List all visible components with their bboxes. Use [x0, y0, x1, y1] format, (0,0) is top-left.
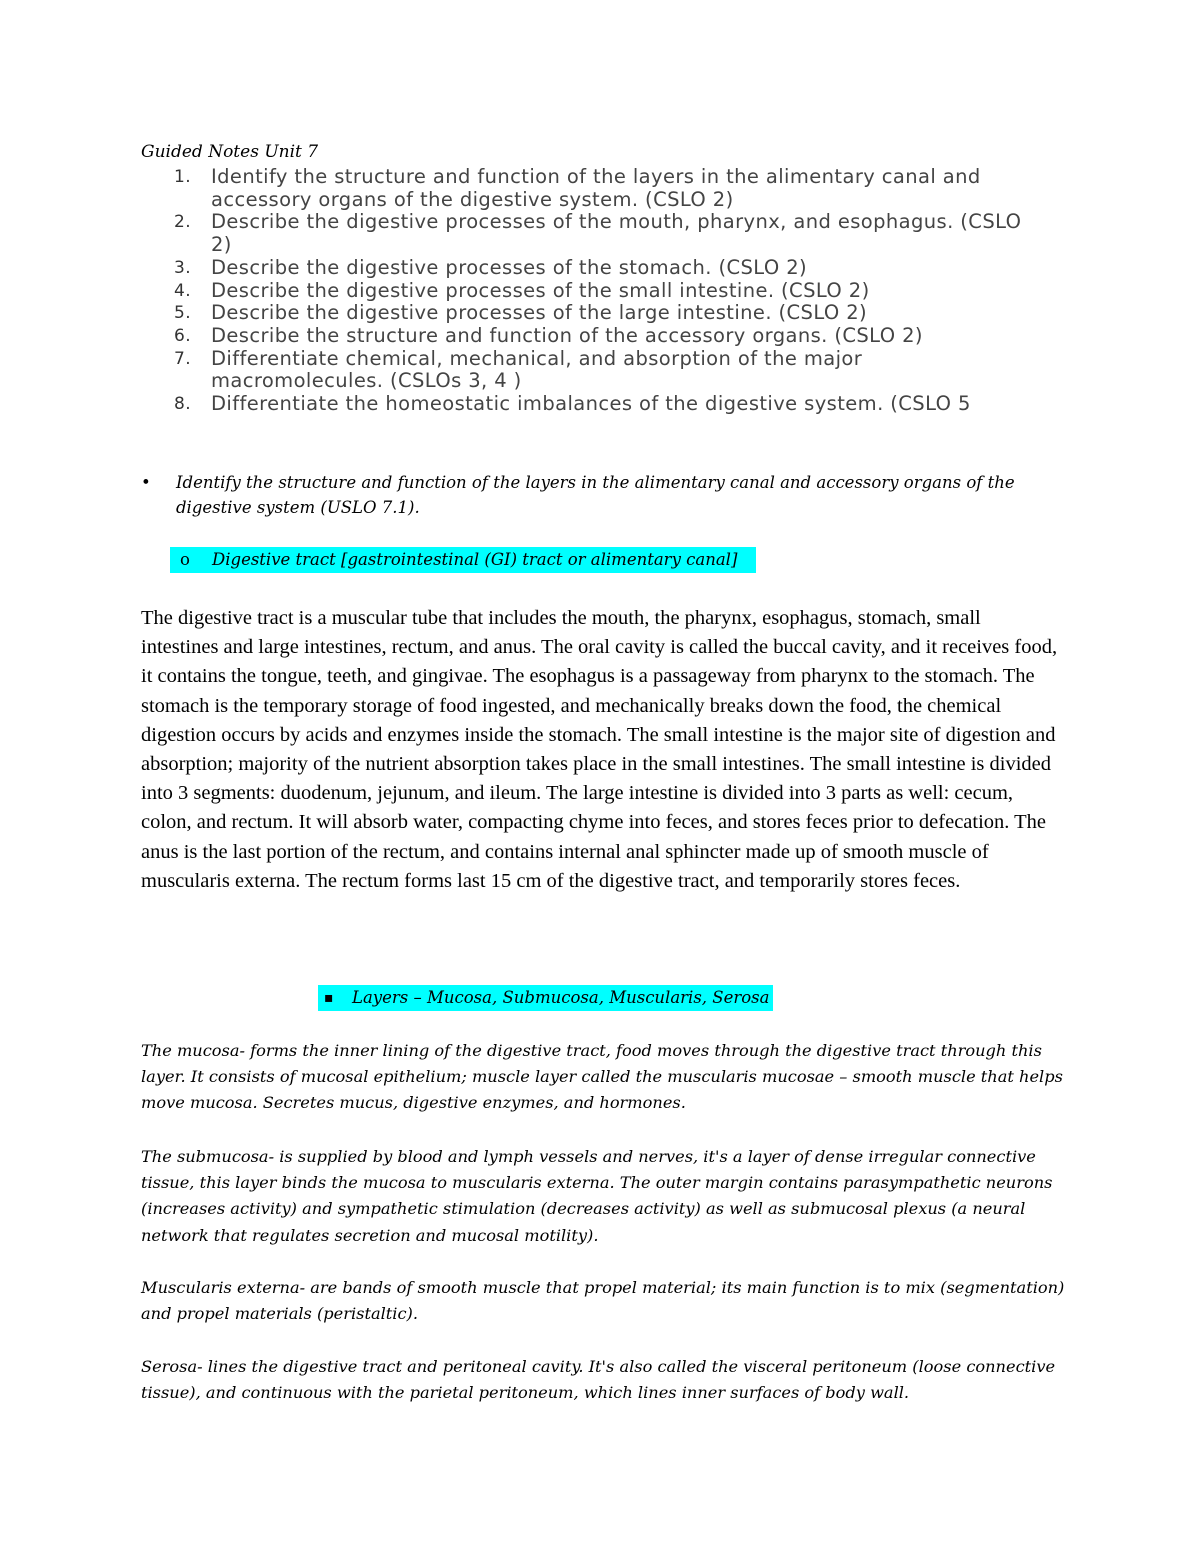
objective-text: Describe the digestive processes of the large intestine. (CSLO 2)	[211, 301, 868, 325]
objective-number: 2.	[174, 212, 192, 233]
mucosa-description: The mucosa- forms the inner lining of the digestive tract, food moves through the digestive tract through this layer. It consists of mucosal epithelium; muscle layer called the muscularis mucosae – smooth muscle that helps move mucosa. Secretes mucus, digestive enzymes, and hormones.	[141, 1041, 1063, 1113]
objective-item	[141, 325, 1041, 348]
layers-heading	[318, 985, 773, 1011]
serosa-description: Serosa- lines the digestive tract and peritoneal cavity. It's also called the visceral peritoneum (loose connective tissue), and continuous with the parietal peritoneum, which lines inner surfaces of body wall.	[141, 1357, 1056, 1403]
objectives-list	[141, 166, 1041, 416]
objective-item	[141, 166, 1041, 211]
objective-text: Differentiate the homeostatic imbalances of the digestive system. (CSLO 5	[211, 392, 971, 416]
layers-heading-text: Layers – Mucosa, Submucosa, Muscularis, Serosa	[352, 988, 770, 1007]
sub-heading-text: Digestive tract [gastrointestinal (GI) tract or alimentary canal]	[212, 550, 738, 569]
objective-item	[141, 257, 1041, 280]
objective-item	[141, 211, 1041, 256]
objective-text: Identify the structure and function of the layers in the alimentary canal and accessory organs of the digestive system. (CSLO 2)	[211, 165, 981, 211]
digestive-tract-heading	[170, 547, 756, 573]
main-bullet	[141, 470, 1041, 520]
objective-text: Describe the structure and function of the accessory organs. (CSLO 2)	[211, 323, 923, 347]
objective-number: 3.	[174, 257, 192, 278]
objective-item	[141, 302, 1041, 325]
objective-item	[141, 348, 1041, 393]
bullet-marker: •	[141, 473, 151, 492]
objective-number: 6.	[174, 325, 192, 346]
main-bullet-text: Identify the structure and function of the layers in the alimentary canal and accessory organs of the digestive system (USLO 7.1).	[176, 473, 1015, 517]
objective-number: 5.	[174, 303, 192, 324]
document-title: Guided Notes Unit 7	[141, 142, 319, 162]
objective-number: 1.	[174, 167, 192, 187]
objective-item	[141, 280, 1041, 303]
objective-text: Describe the digestive processes of the small intestine. (CSLO 2)	[211, 278, 870, 302]
objective-number: 8.	[174, 394, 192, 415]
digestive-tract-paragraph: The digestive tract is a muscular tube that includes the mouth, the pharynx, esophagus, stomach, small intestines and large intestines, rectum, and anus. The oral cavity is called the buccal cavity, and it receives food, it contains the tongue, teeth, and gingivae. The esophagus is a passageway from pharynx to the stomach. The stomach is the temporary storage of food ingested, and mechanically breaks down the food, the chemical digestion occurs by acids and enzymes inside the stomach. The small intestine is the major site of digestion and absorption; majority of the nutrient absorption takes place in the small intestines. The small intestine is divided into 3 segments: duodenum, jejunum, and ileum. The large intestine is divided into 3 parts as well: cecum, colon, and rectum. It will absorb water, compacting chyme into feces, and stores feces prior to defecation. The anus is the last portion of the rectum, and contains internal anal sphincter made up of smooth muscle of muscularis externa. The rectum forms last 15 cm of the digestive tract, and temporarily stores feces.	[141, 607, 1058, 892]
objective-text: Describe the digestive processes of the mouth, pharynx, and esophagus. (CSLO 2)	[211, 210, 1022, 257]
objective-number: 7.	[174, 348, 192, 369]
sub-bullet-marker: o	[180, 550, 190, 569]
submucosa-description: The submucosa- is supplied by blood and lymph vessels and nerves, it's a layer of dense irregular connective tissue, this layer binds the mucosa to muscularis externa. The outer margin contains parasympathetic neurons (increases activity) and sympathetic stimulation (decreases activity) as well as submucosal plexus (a neural network that regulates secretion and mucosal motility).	[141, 1147, 1053, 1245]
objective-number: 4.	[174, 280, 192, 301]
objective-text: Describe the digestive processes of the stomach. (CSLO 2)	[211, 255, 808, 279]
muscularis-description: Muscularis externa- are bands of smooth muscle that propel material; its main function is to mix (segmentation) and propel materials (peristaltic).	[141, 1278, 1065, 1324]
objective-item	[141, 393, 1041, 416]
square-bullet-marker: ▪	[324, 990, 334, 1006]
objective-text: Differentiate chemical, mechanical, and absorption of the major macromolecules. (CSLOs 3, 4 )	[211, 346, 863, 393]
